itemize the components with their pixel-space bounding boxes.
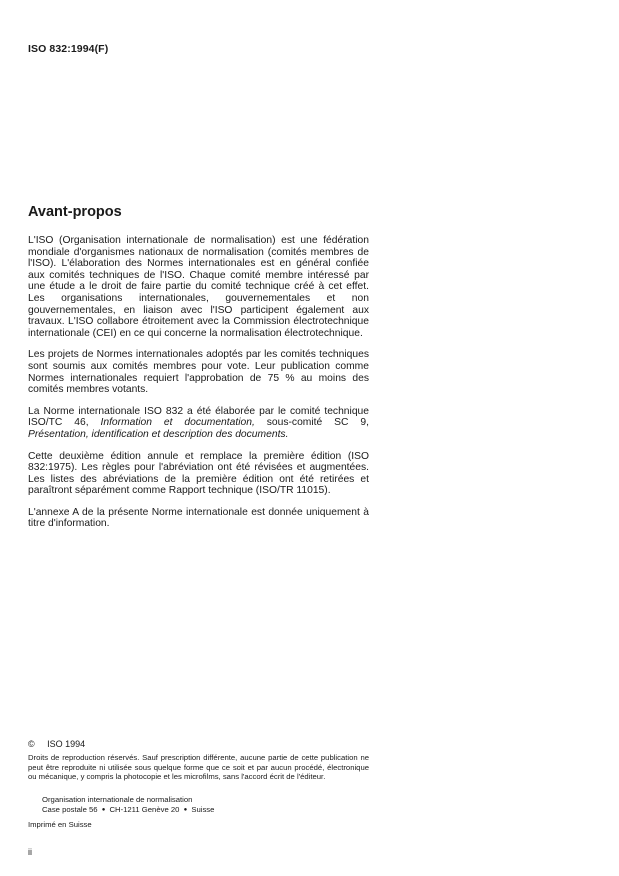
- paragraph-voting: Les projets de Normes internationales adoptés par les comités techniques sont soumis aux comités membres pour vote. Leur publication comme Normes internationales requiert l'approbation de 75 % au moins des comités membres votants.: [28, 349, 369, 396]
- copyright-symbol: ©: [28, 739, 35, 749]
- address-organisation: Organisation internationale de normalisation: [42, 795, 193, 804]
- bullet-separator: ●: [183, 806, 188, 813]
- section-title: Avant-propos: [28, 204, 122, 220]
- paragraph-organisation: L'ISO (Organisation internationale de normalisation) est une fédération mondiale d'organismes nationaux de normalisation (comités membres de l'ISO). L'élaboration des Normes internationales est en général confiée aux comités techniques de l'ISO. Chaque comité membre intéressé par une étude a le droit de faire partie du comité technique créé à cet effet. Les organisations internationales, gouvernementales et non gouvernementales, en liaison avec l'ISO participent également aux travaux. L'ISO collabore étroitement avec la Commission électrotechnique internationale (CEI) en ce qui concerne la normalisation électrotechnique.: [28, 235, 369, 339]
- committee-name: Information et documentation,: [100, 417, 255, 429]
- committee-text: La Norme internationale ISO 832 a été élaborée par le comité technique ISO/TC 46,: [28, 405, 369, 429]
- address-box: Case postale 56: [42, 804, 98, 814]
- subcommittee-text: sous-comité SC 9,: [266, 417, 369, 429]
- address-line: [42, 805, 214, 816]
- copyright-text: ISO 1994: [47, 739, 86, 749]
- foreword-body: [28, 235, 369, 540]
- address-city: CH-1211 Genève 20: [109, 804, 180, 814]
- copyright-notice: [28, 739, 85, 749]
- subcommittee-name: Présentation, identification et description des documents.: [28, 428, 289, 440]
- printed-in: Imprimé en Suisse: [28, 820, 92, 829]
- page-number: ii: [28, 847, 32, 857]
- paragraph-annex: L'annexe A de la présente Norme internationale est donnée uniquement à titre d'information.: [28, 506, 369, 530]
- paragraph-edition: Cette deuxième édition annule et remplace la première édition (ISO 832:1975). Les règles pour l'abréviation ont été révisées et augmentées. Les listes des abréviations de la première édition ont été retirées et paraîtront séparément comme Rapport technique (ISO/TR 11015).: [28, 450, 369, 497]
- bullet-separator: ●: [101, 806, 106, 813]
- reproduction-rights: Droits de reproduction réservés. Sauf prescription différente, aucune partie de cette publication ne peut être reproduite ni utilisée sous quelque forme que ce soit et par aucun procédé, électronique ou mécanique, y compris la photocopie et les microfilms, sans l'accord écrit de l'éditeur.: [28, 753, 369, 782]
- address-country: Suisse: [191, 804, 215, 814]
- document-identifier: ISO 832:1994(F): [28, 43, 109, 55]
- paragraph-committee: [28, 406, 369, 441]
- publisher-address: [42, 795, 214, 815]
